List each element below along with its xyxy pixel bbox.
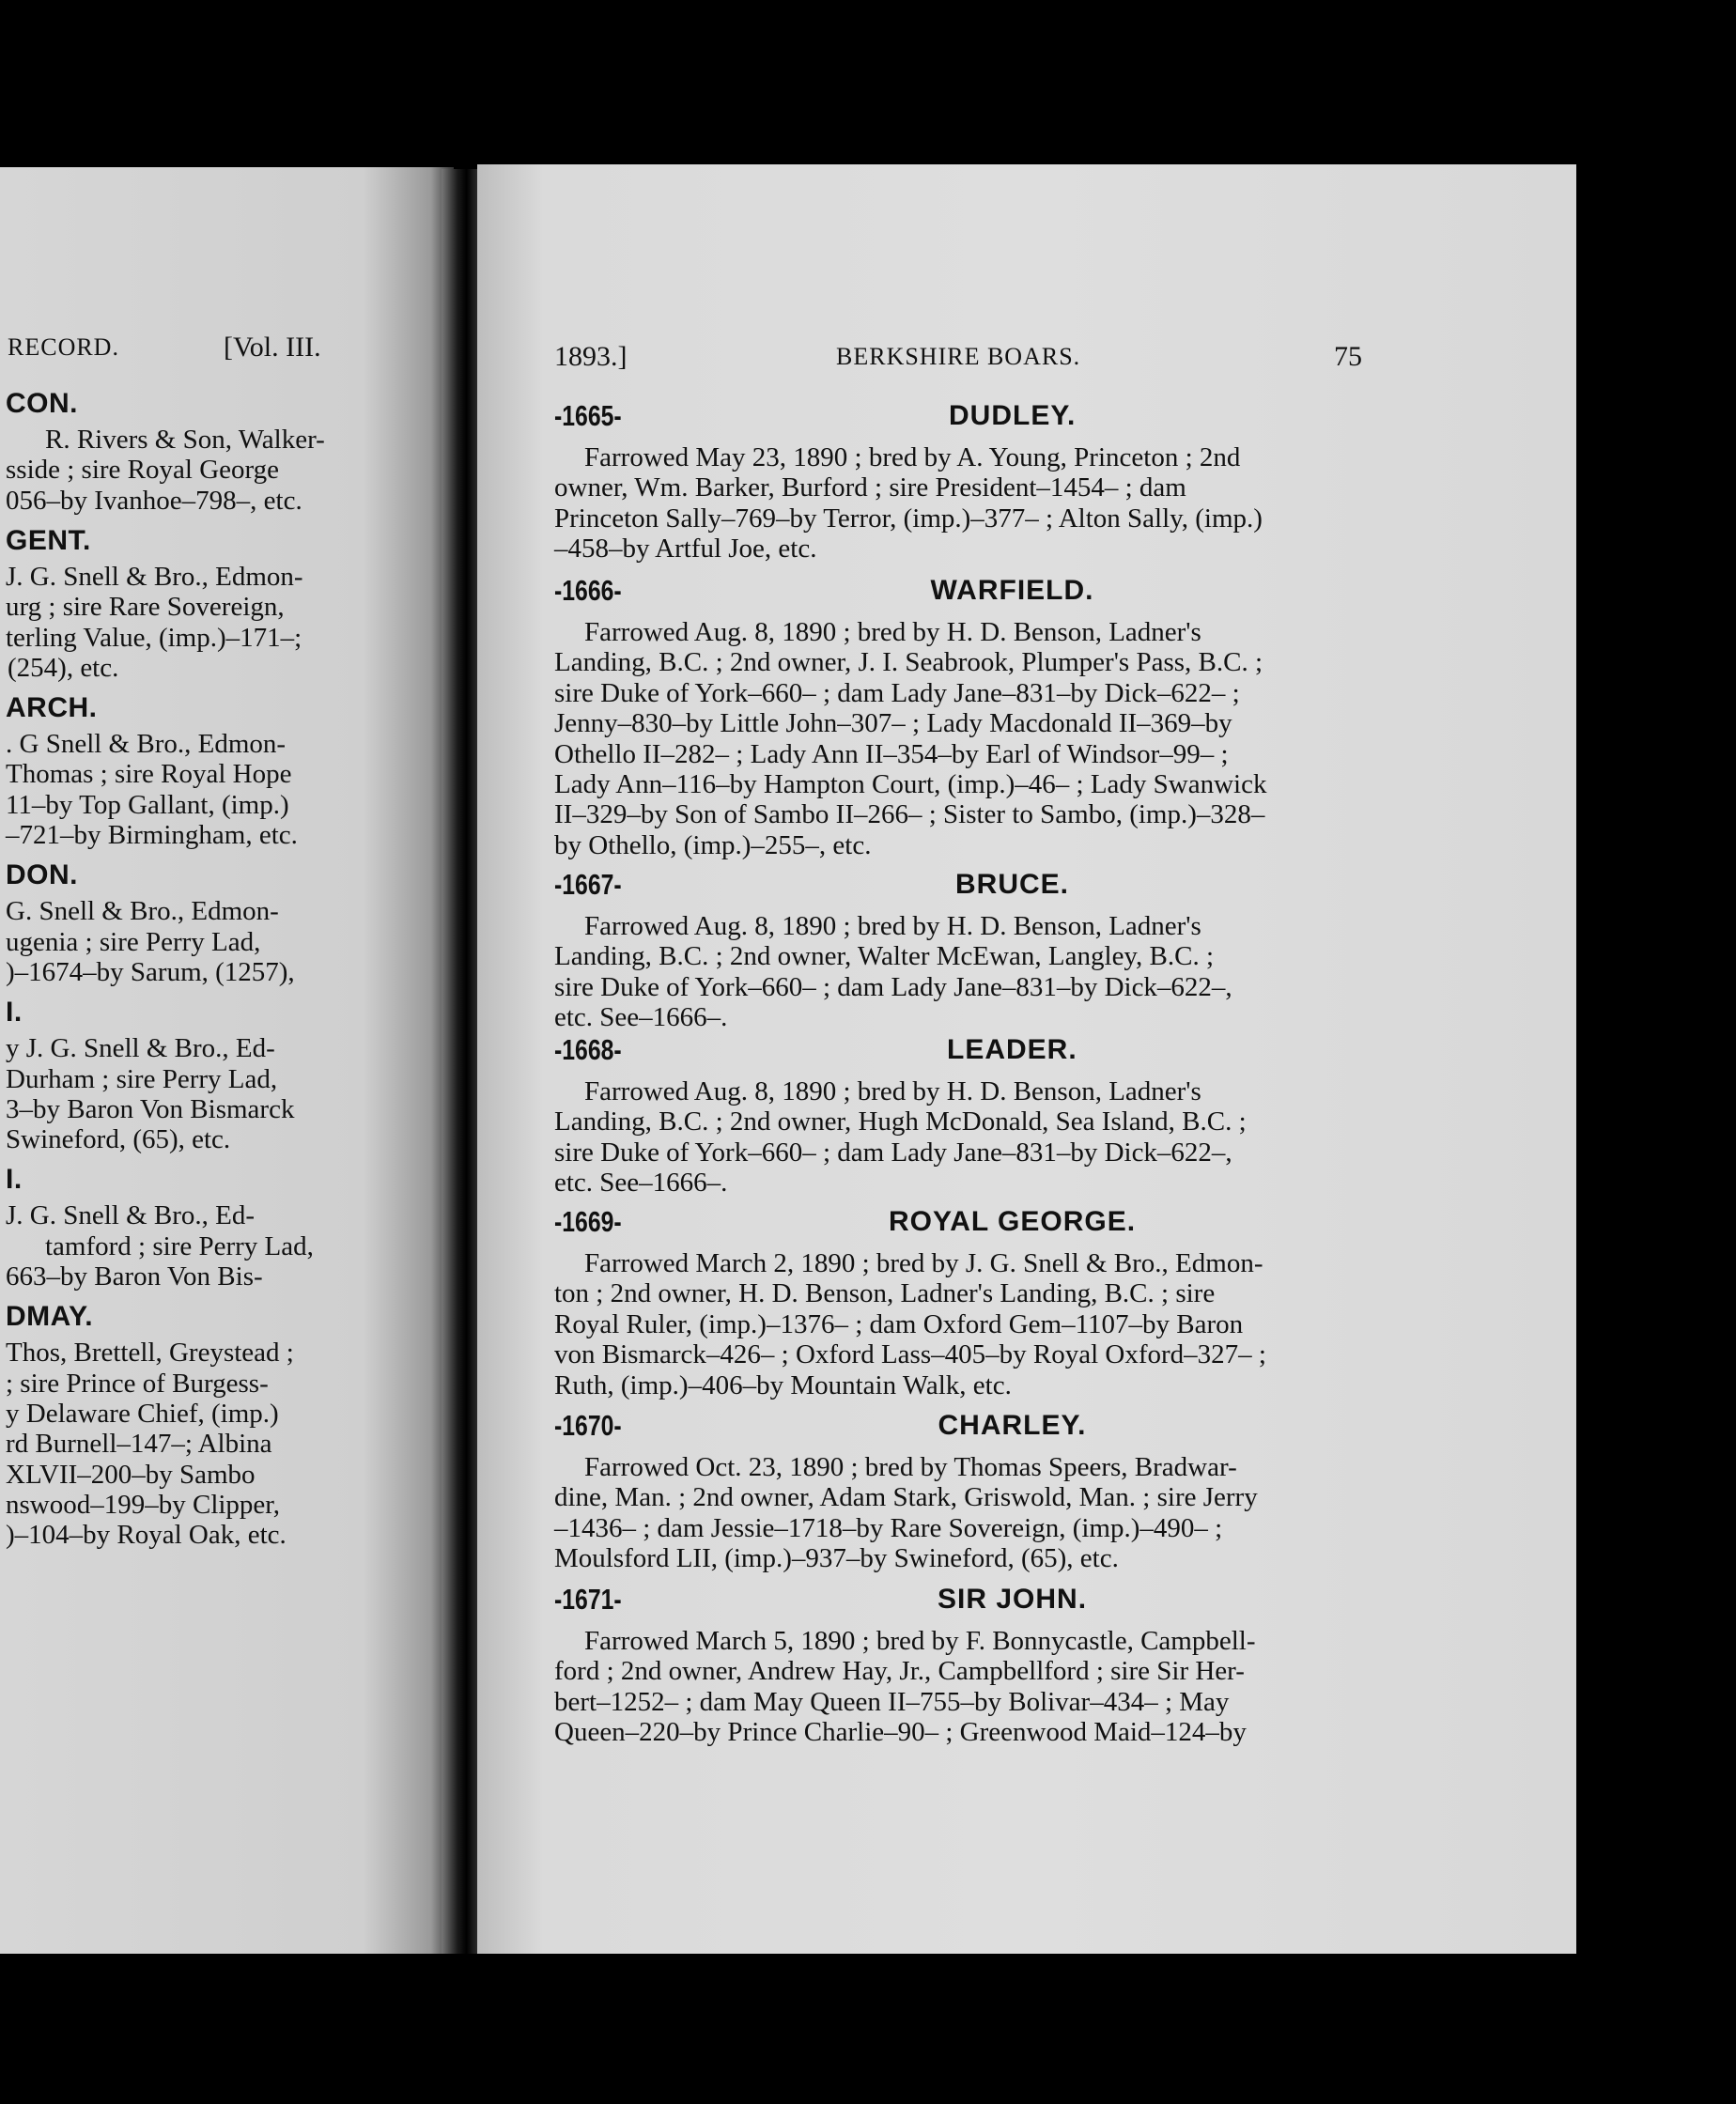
entry-text-line: Othello II–282– ; Lady Ann II–354–by Earl of Windsor–99– ; [554,738,1229,769]
left-entry-text-line: rd Burnell–147–; Albina [6,1429,272,1460]
left-entry-heading: DON. [6,859,78,891]
entry-number: -1668- [554,1033,622,1066]
left-volume-label: [Vol. III. [224,332,321,363]
left-running-head: RECORD. [8,333,119,361]
entry-text-line: ford ; 2nd owner, Andrew Hay, Jr., Campbellford ; sire Sir Her- [554,1656,1245,1687]
entry-text-line: II–329–by Son of Sambo II–266– ; Sister to Sambo, (imp.)–328– [554,799,1265,830]
entry-text-line: Farrowed Aug. 8, 1890 ; bred by H. D. Benson, Ladner's [584,1076,1201,1106]
entry-name: SIR JOHN. [938,1584,1088,1615]
entry-number: -1671- [554,1583,622,1616]
left-entry-text-line: –721–by Birmingham, etc. [6,820,298,850]
page-number: 75 [1334,341,1362,372]
left-entry-heading: ARCH. [6,692,98,724]
entry-text-line: Farrowed Aug. 8, 1890 ; bred by H. D. Benson, Ladner's [584,617,1201,647]
left-entry-text-line: tamford ; sire Perry Lad, [45,1230,314,1261]
left-entry-text-line: ugenia ; sire Perry Lad, [6,926,261,957]
left-entry-heading: I. [6,997,23,1029]
entry-number: -1665- [554,399,622,432]
left-entry-heading: I. [6,1164,23,1196]
entry-name: WARFIELD. [930,575,1094,606]
entry-number: -1667- [554,868,622,901]
left-entry-text-line: )–1674–by Sarum, (1257), [6,956,295,987]
left-page [0,167,454,1954]
entry-text-line: etc. See–1666–. [554,1002,728,1033]
entry-text-line: sire Duke of York–660– ; dam Lady Jane–831–by Dick–622–, [554,1137,1232,1168]
entry-text-line: Princeton Sally–769–by Terror, (imp.)–377– ; Alton Sally, (imp.) [554,503,1263,534]
left-entry-heading: CON. [6,388,78,419]
right-page [477,164,1576,1954]
left-entry-text-line: nswood–199–by Clipper, [6,1489,281,1520]
left-entry-text-line: 11–by Top Gallant, (imp.) [6,789,289,820]
left-entry-text-line: )–104–by Royal Oak, etc. [6,1520,287,1551]
entry-text-line: Farrowed May 23, 1890 ; bred by A. Young, Princeton ; 2nd [584,442,1241,472]
entry-name: CHARLEY. [938,1410,1087,1441]
left-entry-text-line: G. Snell & Bro., Edmon- [6,896,279,927]
left-entry-text-line: R. Rivers & Son, Walker- [45,425,325,455]
entry-text-line: –1436– ; dam Jessie–1718–by Rare Sovereign, (imp.)–490– ; [554,1512,1223,1543]
left-entry-text-line: Swineford, (65), etc. [6,1124,231,1155]
entry-text-line: Royal Ruler, (imp.)–1376– ; dam Oxford Gem–1107–by Baron [554,1308,1244,1339]
entry-text-line: bert–1252– ; dam May Queen II–755–by Bolivar–434– ; May [554,1686,1230,1717]
entry-text-line: Queen–220–by Prince Charlie–90– ; Greenwood Maid–124–by [554,1717,1247,1748]
entry-name: BRUCE. [955,869,1070,900]
header-year: 1893.] [554,341,628,372]
entry-number: -1669- [554,1205,622,1238]
entry-text-line: Farrowed March 5, 1890 ; bred by F. Bonnycastle, Campbell- [584,1626,1256,1656]
entry-text-line: Landing, B.C. ; 2nd owner, J. I. Seabrook, Plumper's Pass, B.C. ; [554,647,1263,678]
left-entry-text-line: terling Value, (imp.)–171–; [6,622,302,653]
entry-text-line: Farrowed Oct. 23, 1890 ; bred by Thomas Speers, Bradwar- [584,1452,1237,1482]
entry-name: ROYAL GEORGE. [889,1206,1137,1237]
book-gutter [442,169,477,1954]
header-title: BERKSHIRE BOARS. [836,343,1081,370]
left-entry-text-line: sside ; sire Royal George [6,455,280,486]
entry-text-line: etc. See–1666–. [554,1168,728,1199]
left-entry-heading: GENT. [6,524,91,556]
entry-text-line: Landing, B.C. ; 2nd owner, Hugh McDonald, Sea Island, B.C. ; [554,1106,1247,1137]
entry-text-line: Lady Ann–116–by Hampton Court, (imp.)–46– ; Lady Swanwick [554,769,1267,799]
left-entry-text-line: ; sire Prince of Burgess- [6,1368,269,1399]
left-entry-text-line: XLVII–200–by Sambo [6,1459,256,1490]
left-entry-text-line: 663–by Baron Von Bis- [6,1261,263,1292]
left-entry-text-line: (254), etc. [8,652,119,683]
left-entry-text-line: Thos, Brettell, Greystead ; [6,1338,294,1369]
entry-number: -1670- [554,1409,622,1442]
left-entry-text-line: urg ; sire Rare Sovereign, [6,592,285,623]
left-entry-text-line: J. G. Snell & Bro., Ed- [6,1200,256,1231]
entry-text-line: sire Duke of York–660– ; dam Lady Jane–831–by Dick–622–, [554,971,1232,1002]
left-entry-text-line: Thomas ; sire Royal Hope [6,759,292,790]
left-entry-heading: DMAY. [6,1301,94,1333]
left-entry-text-line: 3–by Baron Von Bismarck [6,1093,295,1124]
entry-text-line: Ruth, (imp.)–406–by Mountain Walk, etc. [554,1369,1012,1400]
left-entry-text-line: Durham ; sire Perry Lad, [6,1063,278,1094]
left-entry-text-line: y J. G. Snell & Bro., Ed- [6,1033,275,1064]
entry-text-line: Moulsford LII, (imp.)–937–by Swineford, (65), etc. [554,1543,1119,1574]
left-entry-text-line: 056–by Ivanhoe–798–, etc. [6,485,302,516]
left-entry-text-line: y Delaware Chief, (imp.) [6,1398,279,1429]
entry-text-line: dine, Man. ; 2nd owner, Adam Stark, Griswold, Man. ; sire Jerry [554,1482,1258,1513]
entry-name: DUDLEY. [949,400,1077,431]
entry-number: -1666- [554,574,622,607]
entry-text-line: von Bismarck–426– ; Oxford Lass–405–by Royal Oxford–327– ; [554,1339,1266,1370]
left-entry-text-line: . G Snell & Bro., Edmon- [6,729,287,760]
entry-text-line: Farrowed March 2, 1890 ; bred by J. G. Snell & Bro., Edmon- [584,1248,1263,1278]
entry-text-line: ton ; 2nd owner, H. D. Benson, Ladner's Landing, B.C. ; sire [554,1278,1216,1309]
entry-text-line: sire Duke of York–660– ; dam Lady Jane–831–by Dick–622– ; [554,677,1240,708]
entry-text-line: Farrowed Aug. 8, 1890 ; bred by H. D. Benson, Ladner's [584,911,1201,941]
entry-text-line: by Othello, (imp.)–255–, etc. [554,829,872,860]
entry-text-line: Jenny–830–by Little John–307– ; Lady Macdonald II–369–by [554,708,1232,739]
entry-text-line: –458–by Artful Joe, etc. [554,534,817,565]
entry-text-line: Landing, B.C. ; 2nd owner, Walter McEwan, Langley, B.C. ; [554,941,1215,972]
left-entry-text-line: J. G. Snell & Bro., Edmon- [6,561,303,592]
entry-name: LEADER. [947,1034,1077,1065]
entry-text-line: owner, Wm. Barker, Burford ; sire President–1454– ; dam [554,472,1186,503]
